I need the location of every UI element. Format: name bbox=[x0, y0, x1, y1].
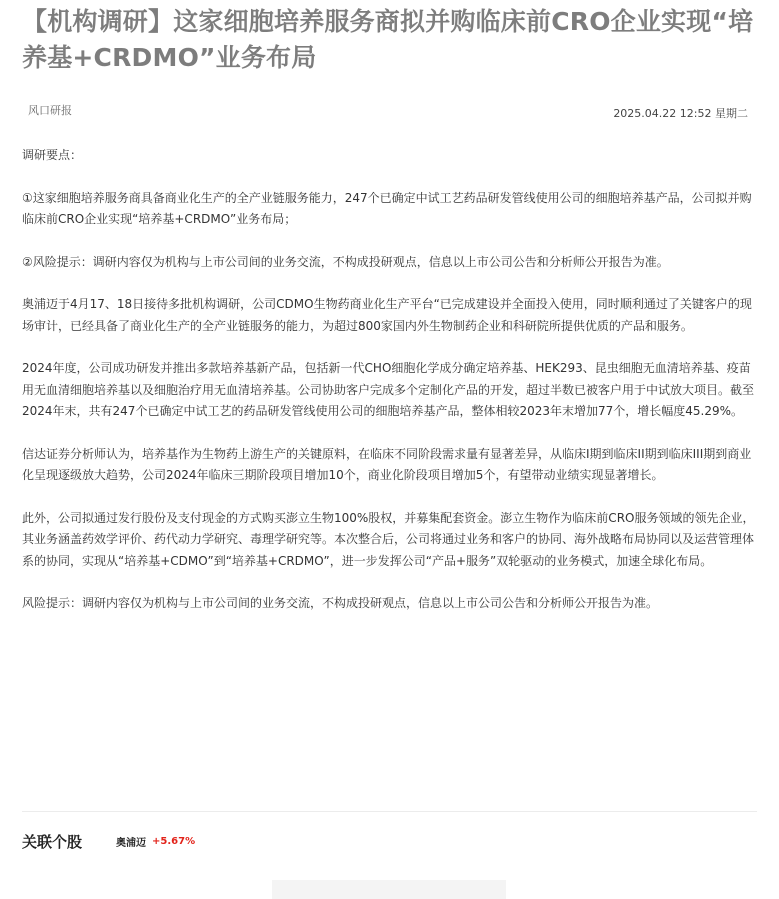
article-meta bbox=[22, 102, 757, 126]
section-divider bbox=[22, 811, 757, 812]
related-stocks-title: 关联个股 bbox=[22, 832, 83, 851]
stock-link[interactable]: 奥浦迈 bbox=[116, 837, 147, 849]
paragraph-risk-warning: 风险提示：调研内容仅为机构与上市公司间的业务交流，不构成投研观点，信息以上市公司公告和分析师公开报告为准。 bbox=[22, 596, 659, 610]
article-title: 【机构调研】这家细胞培养服务商拟并购临床前CRO企业实现“培养基+CRDMO”业务布局 bbox=[22, 7, 754, 72]
related-stocks bbox=[22, 828, 195, 854]
article-body bbox=[22, 145, 757, 615]
paragraph-point-1: ①这家细胞培养服务商具备商业化生产的全产业链服务能力，247个已确定中试工艺药品研发管线使用公司的细胞培养基产品，公司拟并购临床前CRO企业实现“培养基+CRDMO”业务布局； bbox=[22, 190, 752, 226]
article-datetime: 2025.04.22 12:52 星期二 bbox=[613, 107, 748, 120]
paragraph-body: 奥浦迈于4月17、18日接待多批机构调研，公司CDMO生物药商业化生产平台“已完成建设并全面投入使用，同时顺利通过了关键客户的现场审计，已经具备了商业化生产的全产业链服务的能力，为超过800家国内外生物制药企业和科研院所提供优质的产品和服务。 bbox=[22, 297, 752, 333]
stock-change: +5.67% bbox=[152, 835, 196, 847]
paragraph-point-2: ②风险提示：调研内容仅为机构与上市公司间的业务交流，不构成投研观点，信息以上市公司公告和分析师公开报告为准。 bbox=[22, 254, 669, 269]
paragraph-body: 信达证券分析师认为，培养基作为生物药上游生产的关键原料，在临床不同阶段需求量有显著差异，从临床I期到临床II期到临床III期到商业化呈现逐级放大趋势，公司2024年临床三期阶段项目增加10个，商业化阶段项目增加5个，有望带动业绩实现显著增长。 bbox=[22, 446, 752, 482]
paragraph-summary-heading: 调研要点： bbox=[22, 148, 83, 162]
bottom-banner bbox=[272, 880, 506, 899]
article-source[interactable]: 风口研报 bbox=[28, 104, 72, 117]
paragraph-body: 此外，公司拟通过发行股份及支付现金的方式购买澎立生物100%股权，并募集配套资金。澎立生物作为临床前CRO服务领域的领先企业，其业务涵盖药效学评价、药代动力学研究、毒理学研究等。本次整合后，公司将通过业务和客户的协同、海外战略布局协同以及运营管理体系的协同，实现从“培养基+CDMO”到“培养基+CRDMO”，进一步发挥公司“产品+服务”双轮驱动的业务模式，加速全球化布局。 bbox=[22, 510, 755, 568]
paragraph-body: 2024年度，公司成功研发并推出多款培养基新产品，包括新一代CHO细胞化学成分确定培养基、HEK293、昆虫细胞无血清培养基、疫苗用无血清细胞培养基以及细胞治疗用无血清培养基。公司协助客户完成多个定制化产品的开发，超过半数已被客户用于中试放大项目。截至2024年末，共有247个已确定中试工艺的药品研发管线使用公司的细胞培养基产品，整体相较2023年末增加77个，增长幅度45.29%。 bbox=[22, 361, 755, 418]
